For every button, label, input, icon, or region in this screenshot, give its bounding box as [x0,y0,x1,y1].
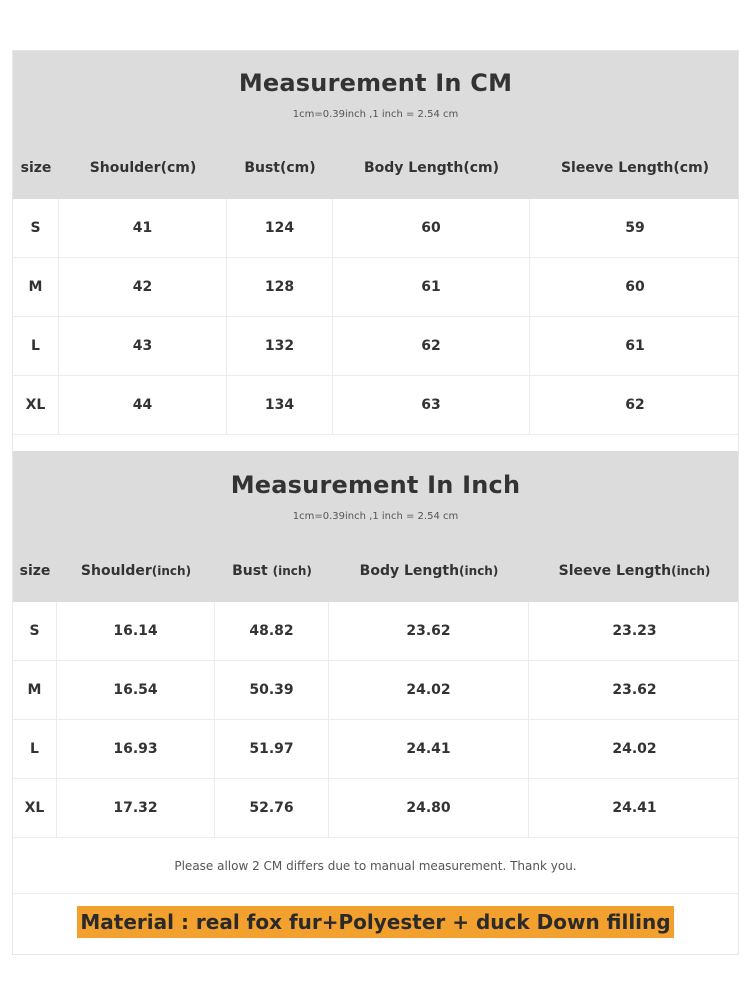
cm-table-header-band [13,51,738,199]
cm-body-length-cell: 63 [333,376,530,435]
cm-body-length-cell: 61 [333,258,530,317]
cm-size-cell: L [13,317,59,376]
cm-bust-cell: 128 [227,258,333,317]
inch-table-conversion-note: 1cm=0.39inch ,1 inch = 2.54 cm [292,511,459,522]
inch-shoulder-cell: 16.93 [57,720,215,779]
cm-sleeve-length-cell: 60 [625,279,645,295]
cm-sleeve-length-cell: 59 [625,220,645,236]
inch-size-cell: XL [13,779,57,838]
inch-header-body-length: Body Length(inch) [359,563,499,579]
inch-body-length-cell: 23.62 [329,602,529,661]
inch-table-header-band [13,451,738,602]
inch-header-shoulder: Shoulder(inch) [80,563,192,579]
table-row [13,258,738,317]
inch-bust-cell: 48.82 [215,602,329,661]
cm-body-length-cell: 60 [333,199,530,258]
cm-body-length-cell: 62 [333,317,530,376]
inch-size-cell: M [13,661,57,720]
inch-size-cell: S [13,602,57,661]
cm-header-bust: Bust(cm) [244,160,316,176]
cm-shoulder-cell: 43 [59,317,227,376]
inch-body-length-cell: 24.02 [329,661,529,720]
table-row [13,317,738,376]
table-row [13,720,738,779]
cm-header-shoulder: Shoulder(cm) [89,160,197,176]
table-row [13,661,738,720]
table-row [13,199,738,258]
inch-bust-cell: 52.76 [215,779,329,838]
cm-header-size: size [20,160,52,176]
cm-table-title: Measurement In CM [238,69,513,97]
inch-measurement-table [13,451,738,839]
table-row [13,779,738,838]
cm-measurement-table [13,51,738,451]
table-row [13,376,738,435]
inch-sleeve-length-cell: 24.02 [612,741,657,757]
cm-header-sleeve-length: Sleeve Length(cm) [560,160,710,176]
table-row [13,602,738,661]
inch-sleeve-length-cell: 23.23 [612,623,657,639]
cm-sleeve-length-cell: 61 [625,338,645,354]
inch-bust-cell: 50.39 [215,661,329,720]
cm-table-conversion-note: 1cm=0.39inch ,1 inch = 2.54 cm [292,109,459,120]
cm-shoulder-cell: 42 [59,258,227,317]
cm-size-cell: M [13,258,59,317]
inch-header-size: size [19,563,51,579]
inch-shoulder-cell: 17.32 [57,779,215,838]
cm-bust-cell: 124 [227,199,333,258]
cm-sleeve-length-cell: 62 [625,397,645,413]
measurement-disclaimer: Please allow 2 CM differs due to manual measurement. Thank you. [13,839,738,894]
cm-shoulder-cell: 41 [59,199,227,258]
cm-header-body-length: Body Length(cm) [363,160,500,176]
material-line [13,906,738,938]
inch-sleeve-length-cell: 24.41 [612,800,657,816]
cm-size-cell: S [13,199,59,258]
inch-body-length-cell: 24.41 [329,720,529,779]
inch-header-bust: Bust (inch) [232,563,312,579]
inch-size-cell: L [13,720,57,779]
inch-sleeve-length-cell: 23.62 [612,682,657,698]
cm-bust-cell: 134 [227,376,333,435]
inch-table-title: Measurement In Inch [230,471,521,499]
size-chart [12,50,739,955]
material-label: Material : real fox fur+Polyester + duck Down filling [77,906,673,938]
inch-header-sleeve-length: Sleeve Length(inch) [558,563,711,579]
inch-shoulder-cell: 16.14 [57,602,215,661]
cm-bust-cell: 132 [227,317,333,376]
inch-body-length-cell: 24.80 [329,779,529,838]
inch-shoulder-cell: 16.54 [57,661,215,720]
inch-bust-cell: 51.97 [215,720,329,779]
cm-shoulder-cell: 44 [59,376,227,435]
cm-size-cell: XL [13,376,59,435]
